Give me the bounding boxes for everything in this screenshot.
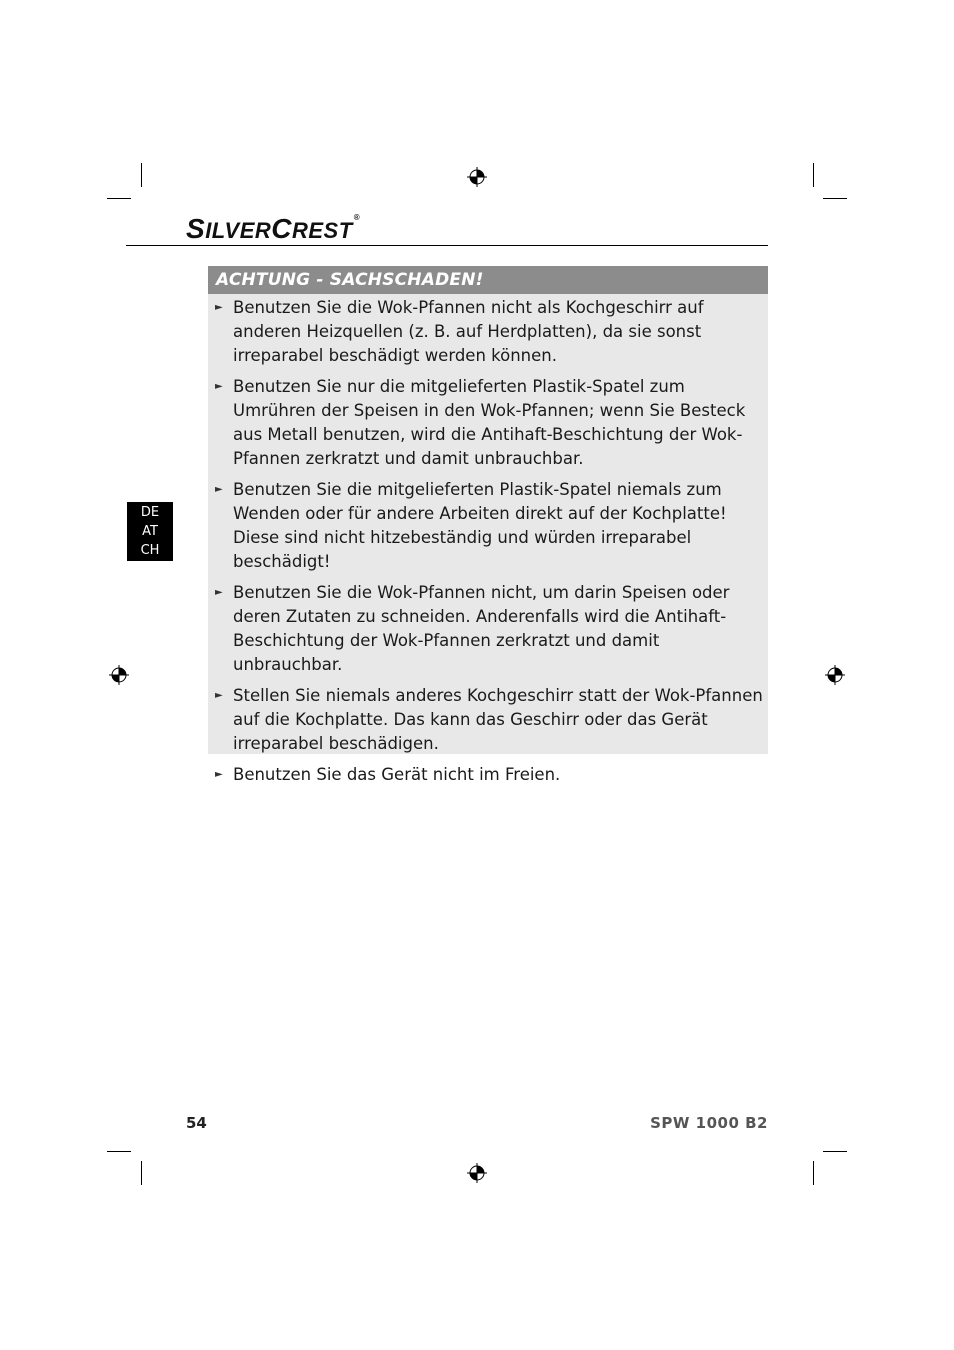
crop-mark-top-left-h <box>107 198 131 199</box>
language-de: DE <box>140 505 160 520</box>
crop-mark-bottom-left-v <box>141 1161 142 1185</box>
triangle-bullet-icon: ► <box>215 302 223 313</box>
registration-mark-bottom-icon <box>467 1163 487 1183</box>
language-ch: CH <box>140 543 160 558</box>
triangle-bullet-icon: ► <box>215 587 223 598</box>
triangle-bullet-icon: ► <box>215 690 223 701</box>
registration-mark-top-icon <box>467 167 487 187</box>
triangle-bullet-icon: ► <box>215 381 223 392</box>
warning-item <box>208 296 768 368</box>
header-rule <box>126 245 768 246</box>
warning-item <box>208 478 768 574</box>
warning-item-text: Benutzen Sie die Wok-Pfannen nicht, um darin Speisen oder deren Zutaten zu schneiden. Anderenfalls wird die Antihaft-Beschichtung der Wok-Pfannen zerkratzt und damit unbrauchbar. <box>233 583 730 674</box>
crop-mark-top-right-h <box>823 198 847 199</box>
triangle-bullet-icon: ► <box>215 484 223 495</box>
crop-mark-top-left-v <box>141 163 142 187</box>
language-at: AT <box>142 524 158 539</box>
warning-item-text: Benutzen Sie die mitgelieferten Plastik-Spatel niemals zum Wenden oder für andere Arbeiten direkt auf der Kochplatte! Diese sind nicht hitzebeständig und würden irreparabel beschädigt! <box>233 480 727 571</box>
warning-item <box>208 763 768 787</box>
crop-mark-bottom-right-v <box>813 1161 814 1185</box>
crop-mark-bottom-left-h <box>107 1151 131 1152</box>
model-number: SPW 1000 B2 <box>650 1114 768 1132</box>
warning-item-text: Benutzen Sie die Wok-Pfannen nicht als Kochgeschirr auf anderen Heizquellen (z. B. auf Herdplatten), da sie sonst irreparabel beschädigt werden können. <box>233 298 704 365</box>
warning-item-text: Stellen Sie niemals anderes Kochgeschirr statt der Wok-Pfannen auf die Kochplatte. Das kann das Geschirr oder das Gerät irreparabel beschädigen. <box>233 686 763 753</box>
silvercrest-logo: SILVERCREST® <box>186 213 361 244</box>
warning-item-text: Benutzen Sie das Gerät nicht im Freien. <box>233 765 561 784</box>
triangle-bullet-icon: ► <box>215 769 223 780</box>
warning-title: ACHTUNG - SACHSCHADEN! <box>208 266 768 294</box>
crop-mark-bottom-right-h <box>823 1151 847 1152</box>
warning-item <box>208 375 768 471</box>
warning-item-text: Benutzen Sie nur die mitgelieferten Plastik-Spatel zum Umrühren der Speisen in den Wok-Pfannen; wenn Sie Besteck aus Metall benutzen, wird die Antihaft-Beschichtung der Wok-Pfannen zerkratzt und damit unbrauchbar. <box>233 377 746 468</box>
language-tab <box>127 502 173 561</box>
registration-mark-right-icon <box>825 665 845 685</box>
page-number: 54 <box>186 1114 207 1132</box>
warning-list <box>208 294 768 787</box>
warning-item <box>208 684 768 756</box>
warning-item <box>208 581 768 677</box>
registration-mark-left-icon <box>109 665 129 685</box>
crop-mark-top-right-v <box>813 163 814 187</box>
warning-box <box>208 266 768 784</box>
